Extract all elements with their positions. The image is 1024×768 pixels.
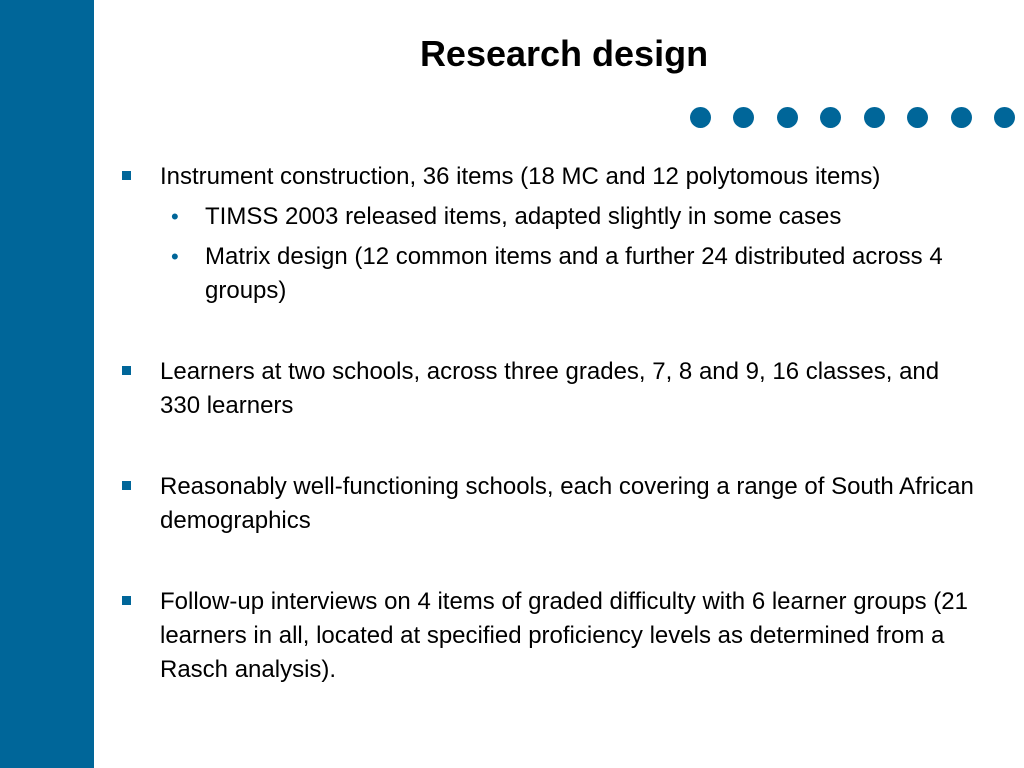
decorative-dot <box>994 107 1015 128</box>
sub-bullet-item <box>160 200 982 234</box>
bullet-text: Follow-up interviews on 4 items of graded difficulty with 6 learner groups (21 learners in all, located at specified proficiency levels as determined from a Rasch analysis). <box>160 588 968 683</box>
decorative-dot <box>907 107 928 128</box>
decorative-dot <box>820 107 841 128</box>
bullet-item <box>122 160 982 194</box>
bullet-text: Instrument construction, 36 items (18 MC and 12 polytomous items) <box>160 163 881 190</box>
decorative-dot-row <box>690 107 1024 129</box>
sub-bullet-item <box>160 240 982 308</box>
bullet-item <box>122 585 982 687</box>
square-bullet-icon <box>122 366 131 375</box>
sub-bullet-text: Matrix design (12 common items and a further 24 distributed across 4 groups) <box>205 243 943 304</box>
left-accent-band <box>0 0 94 768</box>
bullet-text: Reasonably well-functioning schools, each covering a range of South African demographics <box>160 473 974 534</box>
square-bullet-icon <box>122 171 131 180</box>
decorative-dot <box>733 107 754 128</box>
round-bullet-icon: • <box>171 244 179 269</box>
decorative-dot <box>951 107 972 128</box>
decorative-dot <box>864 107 885 128</box>
decorative-dot <box>777 107 798 128</box>
bullet-item <box>122 470 982 538</box>
round-bullet-icon: • <box>171 204 179 229</box>
bullet-list <box>122 160 982 687</box>
bullet-text: Learners at two schools, across three grades, 7, 8 and 9, 16 classes, and 330 learners <box>160 358 940 419</box>
square-bullet-icon <box>122 481 131 490</box>
slide-title: Research design <box>419 33 709 74</box>
bullet-item <box>122 355 982 423</box>
decorative-dot <box>690 107 711 128</box>
square-bullet-icon <box>122 596 131 605</box>
sub-bullet-text: TIMSS 2003 released items, adapted slightly in some cases <box>205 203 842 230</box>
